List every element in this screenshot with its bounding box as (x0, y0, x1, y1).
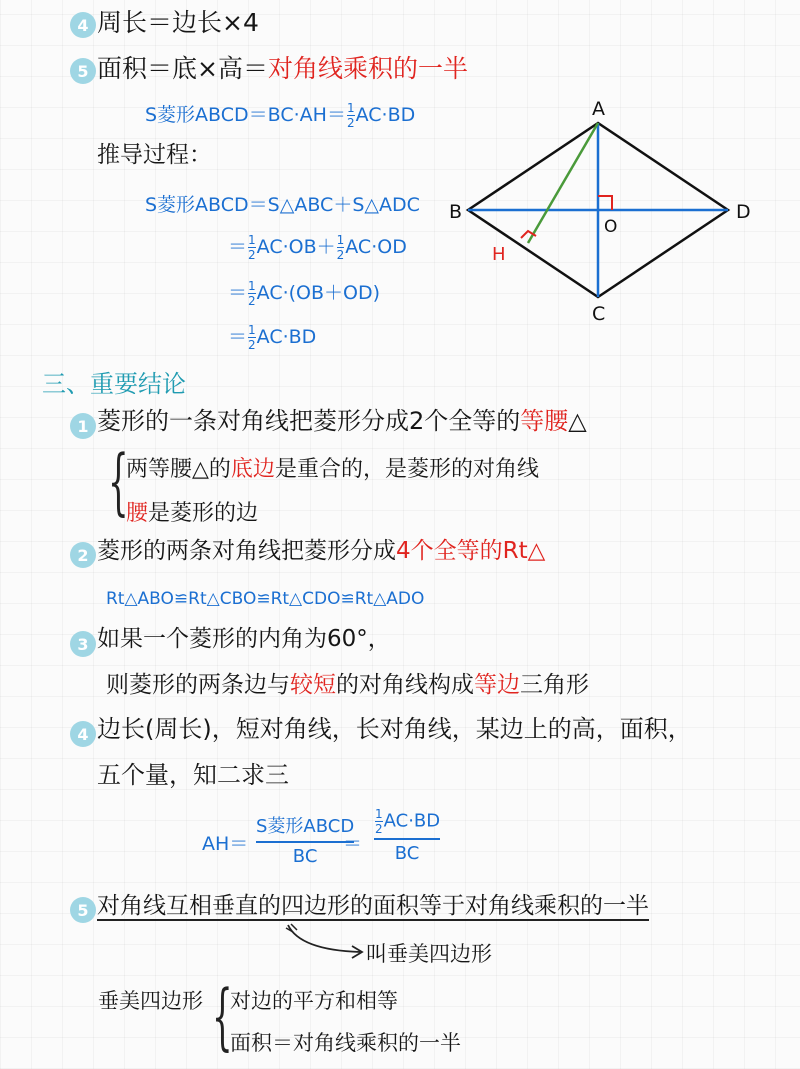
derivation-line-1: S菱形ABCD＝S△ABC＋S△ADC (145, 194, 420, 216)
derivation-line-3: ＝ $\frac{1}{2}$ AC·(OB＋OD) (228, 279, 381, 308)
conclusion-3-line-1: 如果一个菱形的内角为60°， (97, 626, 391, 652)
derivation-line-2: ＝ $\frac{1}{2}$ AC·OB＋ $\frac{1}{2}$ AC·OD (228, 233, 407, 262)
formula1-half: $\frac{1}{2}$ (346, 101, 355, 130)
label-h: H (492, 244, 506, 265)
perimeter-formula: 周长＝边长×4 (97, 8, 259, 37)
badge-c3: 3 (70, 631, 96, 657)
area-formula-red: 对角线乘积的一半 (267, 54, 468, 83)
area-formula-black: 面积＝底×高＝ (97, 54, 268, 83)
label-b: B (449, 201, 463, 223)
conclusion-4-line-2: 五个量，知二求三 (97, 761, 289, 789)
label-c: C (592, 303, 606, 325)
badge-c1: 1 (70, 413, 96, 439)
label-d: D (736, 201, 751, 223)
congruence-chain: Rt△ABO≌Rt△CBO≌Rt△CDO≌Rt△ADO (106, 589, 425, 609)
ah-lhs: AH＝ (202, 833, 249, 855)
badge-c4: 4 (70, 721, 96, 747)
section-title: 三、重要结论 (42, 370, 186, 398)
conclusion-5: 对角线互相垂直的四边形的面积等于对角线乘积的一半 (97, 893, 649, 921)
conclusion-1-sub-1: 两等腰△的底边是重合的，是菱形的对角线 (126, 457, 539, 482)
label-a: A (592, 98, 605, 120)
chuimei-prop-1: 对边的平方和相等 (230, 989, 398, 1013)
conclusion-4-line-1: 边长(周长)，短对角线，长对角线，某边上的高，面积， (97, 715, 692, 743)
formula1-mid: ＝BC·AH＝ (248, 104, 346, 126)
formula1-lhs: S菱形ABCD (145, 104, 249, 126)
conclusion-1-sub-2: 腰是菱形的边 (126, 501, 259, 526)
badge-c5: 5 (70, 897, 96, 923)
chuimei-prop-2: 面积＝对角线乘积的一半 (230, 1031, 461, 1055)
derivation-line-4: ＝ $\frac{1}{2}$ AC·BD (228, 323, 317, 352)
annotation-text: 叫垂美四边形 (366, 942, 492, 966)
ah-eq: ＝ (343, 833, 363, 855)
ah-fraction-2: $\frac{1}{2}$ AC·BD BC (375, 807, 441, 864)
badge-4: 4 (70, 12, 96, 38)
ah-fraction-1: S菱形ABCD BC (256, 816, 355, 867)
conclusion-3-line-2: 则菱形的两条边与较短的对角线构成等边三角形 (106, 672, 589, 698)
conclusion-1: 菱形的一条对角线把菱形分成2个全等的等腰△ (97, 407, 587, 435)
brace-c1: { (108, 439, 129, 523)
brace-c5: { (212, 974, 233, 1058)
conclusion-2: 菱形的两条对角线把菱形分成4个全等的Rt△ (97, 538, 546, 564)
chuimei-label: 垂美四边形 (98, 989, 203, 1013)
label-o: O (604, 217, 618, 237)
badge-5: 5 (70, 58, 96, 84)
formula1-rhs: AC·BD (355, 104, 416, 126)
derivation-label: 推导过程： (97, 142, 212, 168)
badge-c2: 2 (70, 542, 96, 568)
